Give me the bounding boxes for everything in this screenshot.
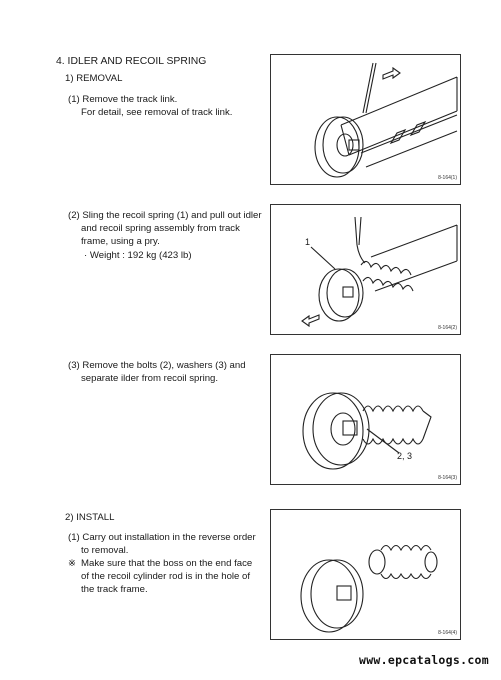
figure-1-drawing [271, 55, 460, 184]
install-heading: 2) INSTALL [65, 512, 115, 523]
install-note-symbol: ※ [68, 558, 77, 569]
figure-3-code: 8-164(3) [438, 475, 457, 481]
install-note-line1: Make sure that the boss on the end face [81, 558, 253, 569]
install-note-line2: of the recoil cylinder rod is in the hole of [81, 571, 251, 582]
figure-2 [270, 204, 461, 335]
figure-4-code: 8-164(4) [438, 630, 457, 636]
removal-step3-line1: (3) Remove the bolts (2), washers (3) and [68, 360, 246, 371]
footer-watermark[interactable]: www.epcatalogs.com [358, 653, 489, 667]
figure-3-callout: 2, 3 [397, 451, 413, 461]
figure-2-callout: 1 [305, 237, 311, 247]
removal-step2-weight: · Weight : 192 kg (423 lb) [84, 250, 192, 261]
figure-3-drawing [271, 355, 460, 484]
install-step1-line2: to removal. [81, 545, 129, 556]
removal-heading: 1) REMOVAL [65, 73, 123, 84]
figure-4 [270, 509, 461, 640]
install-step1-line1: (1) Carry out installation in the reverse order [68, 532, 256, 543]
removal-step2-line3: frame, using a pry. [81, 236, 160, 247]
figure-1 [270, 54, 461, 185]
figure-1-code: 8-164(1) [438, 175, 457, 181]
figure-4-drawing [271, 510, 460, 639]
figure-2-drawing [271, 205, 460, 334]
figure-2-code: 8-164(2) [438, 325, 457, 331]
removal-step1-line1: (1) Remove the track link. [68, 94, 178, 105]
section-title: 4. IDLER AND RECOIL SPRING [56, 56, 207, 67]
removal-step3-line2: separate ilder from recoil spring. [81, 373, 219, 384]
removal-step2-line1: (2) Sling the recoil spring (1) and pull out idler [68, 210, 262, 221]
removal-step1-line2: For detail, see removal of track link. [81, 107, 233, 118]
install-note-line3: the track frame. [81, 584, 148, 595]
figure-3 [270, 354, 461, 485]
removal-step2-line2: and recoil spring assembly from track [81, 223, 240, 234]
